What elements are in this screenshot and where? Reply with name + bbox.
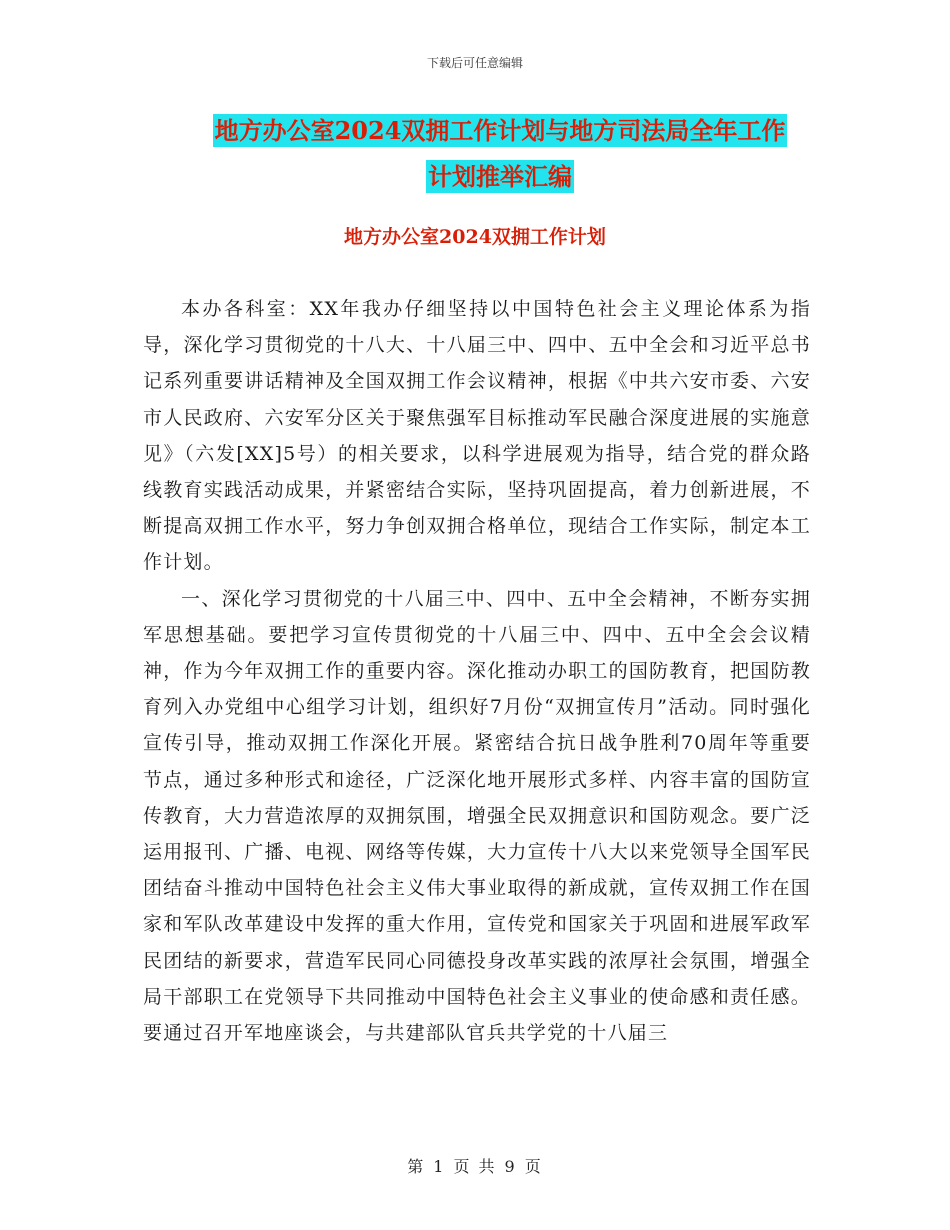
footer-prefix: 第 (407, 1157, 426, 1176)
footer-current-page: 1 (433, 1157, 446, 1176)
section-title: 地方办公室2024双拥工作计划 (344, 226, 606, 248)
document-title (140, 108, 860, 200)
header-note: 下载后可任意编辑 (426, 56, 523, 70)
document-body (143, 291, 811, 1051)
page-footer (0, 1154, 950, 1177)
footer-suffix: 页 (524, 1157, 543, 1176)
title-line-1: 地方办公室2024双拥工作计划与地方司法局全年工作 (214, 116, 786, 145)
footer-mid: 页 共 (453, 1157, 497, 1176)
footer-total-pages: 9 (504, 1157, 517, 1176)
paragraph-1: 本办各科室：XX年我办仔细坚持以中国特色社会主义理论体系为指导，深化学习贯彻党的十八大、十八届三中、四中、五中全会和习近平总书记系列重要讲话精神及全国双拥工作会议精神，根据《中共六安市委、六安市人民政府、六安军分区关于聚焦强军目标推动军民融合深度进展的实施意见》（六发[XX]5号）的相关要求，以科学进展观为指导，结合党的群众路线教育实践活动成果，并紧密结合实际，坚持巩固提高，着力创新进展，不断提高双拥工作水平，努力争创双拥合格单位，现结合工作实际，制定本工作计划。 (143, 298, 811, 574)
title-line-2: 计划推举汇编 (428, 162, 572, 191)
paragraph-2: 一、深化学习贯彻党的十八届三中、四中、五中全会精神，不断夯实拥军思想基础。要把学习宣传贯彻党的十八届三中、四中、五中全会会议精神，作为今年双拥工作的重要内容。深化推动办职工的国防教育，把国防教育列入办党组中心组学习计划，组织好7月份“双拥宣传月”活动。同时强化宣传引导，推动双拥工作深化开展。紧密结合抗日战争胜利70周年等重要节点，通过多种形式和途径，广泛深化地开展形式多样、内容丰富的国防宣传教育，大力营造浓厚的双拥氛围，增强全民双拥意识和国防观念。要广泛运用报刊、广播、电视、网络等传媒，大力宣传十八大以来党领导全国军民团结奋斗推动中国特色社会主义伟大事业取得的新成就，宣传双拥工作在国家和军队改革建设中发挥的重大作用，宣传党和国家关于巩固和进展军政军民团结的新要求，营造军民同心同德投身改革实践的浓厚社会氛围，增强全局干部职工在党领导下共同推动中国特色社会主义事业的使命感和责任感。要通过召开军地座谈会，与共建部队官兵共学党的十八届三 (143, 587, 811, 1045)
